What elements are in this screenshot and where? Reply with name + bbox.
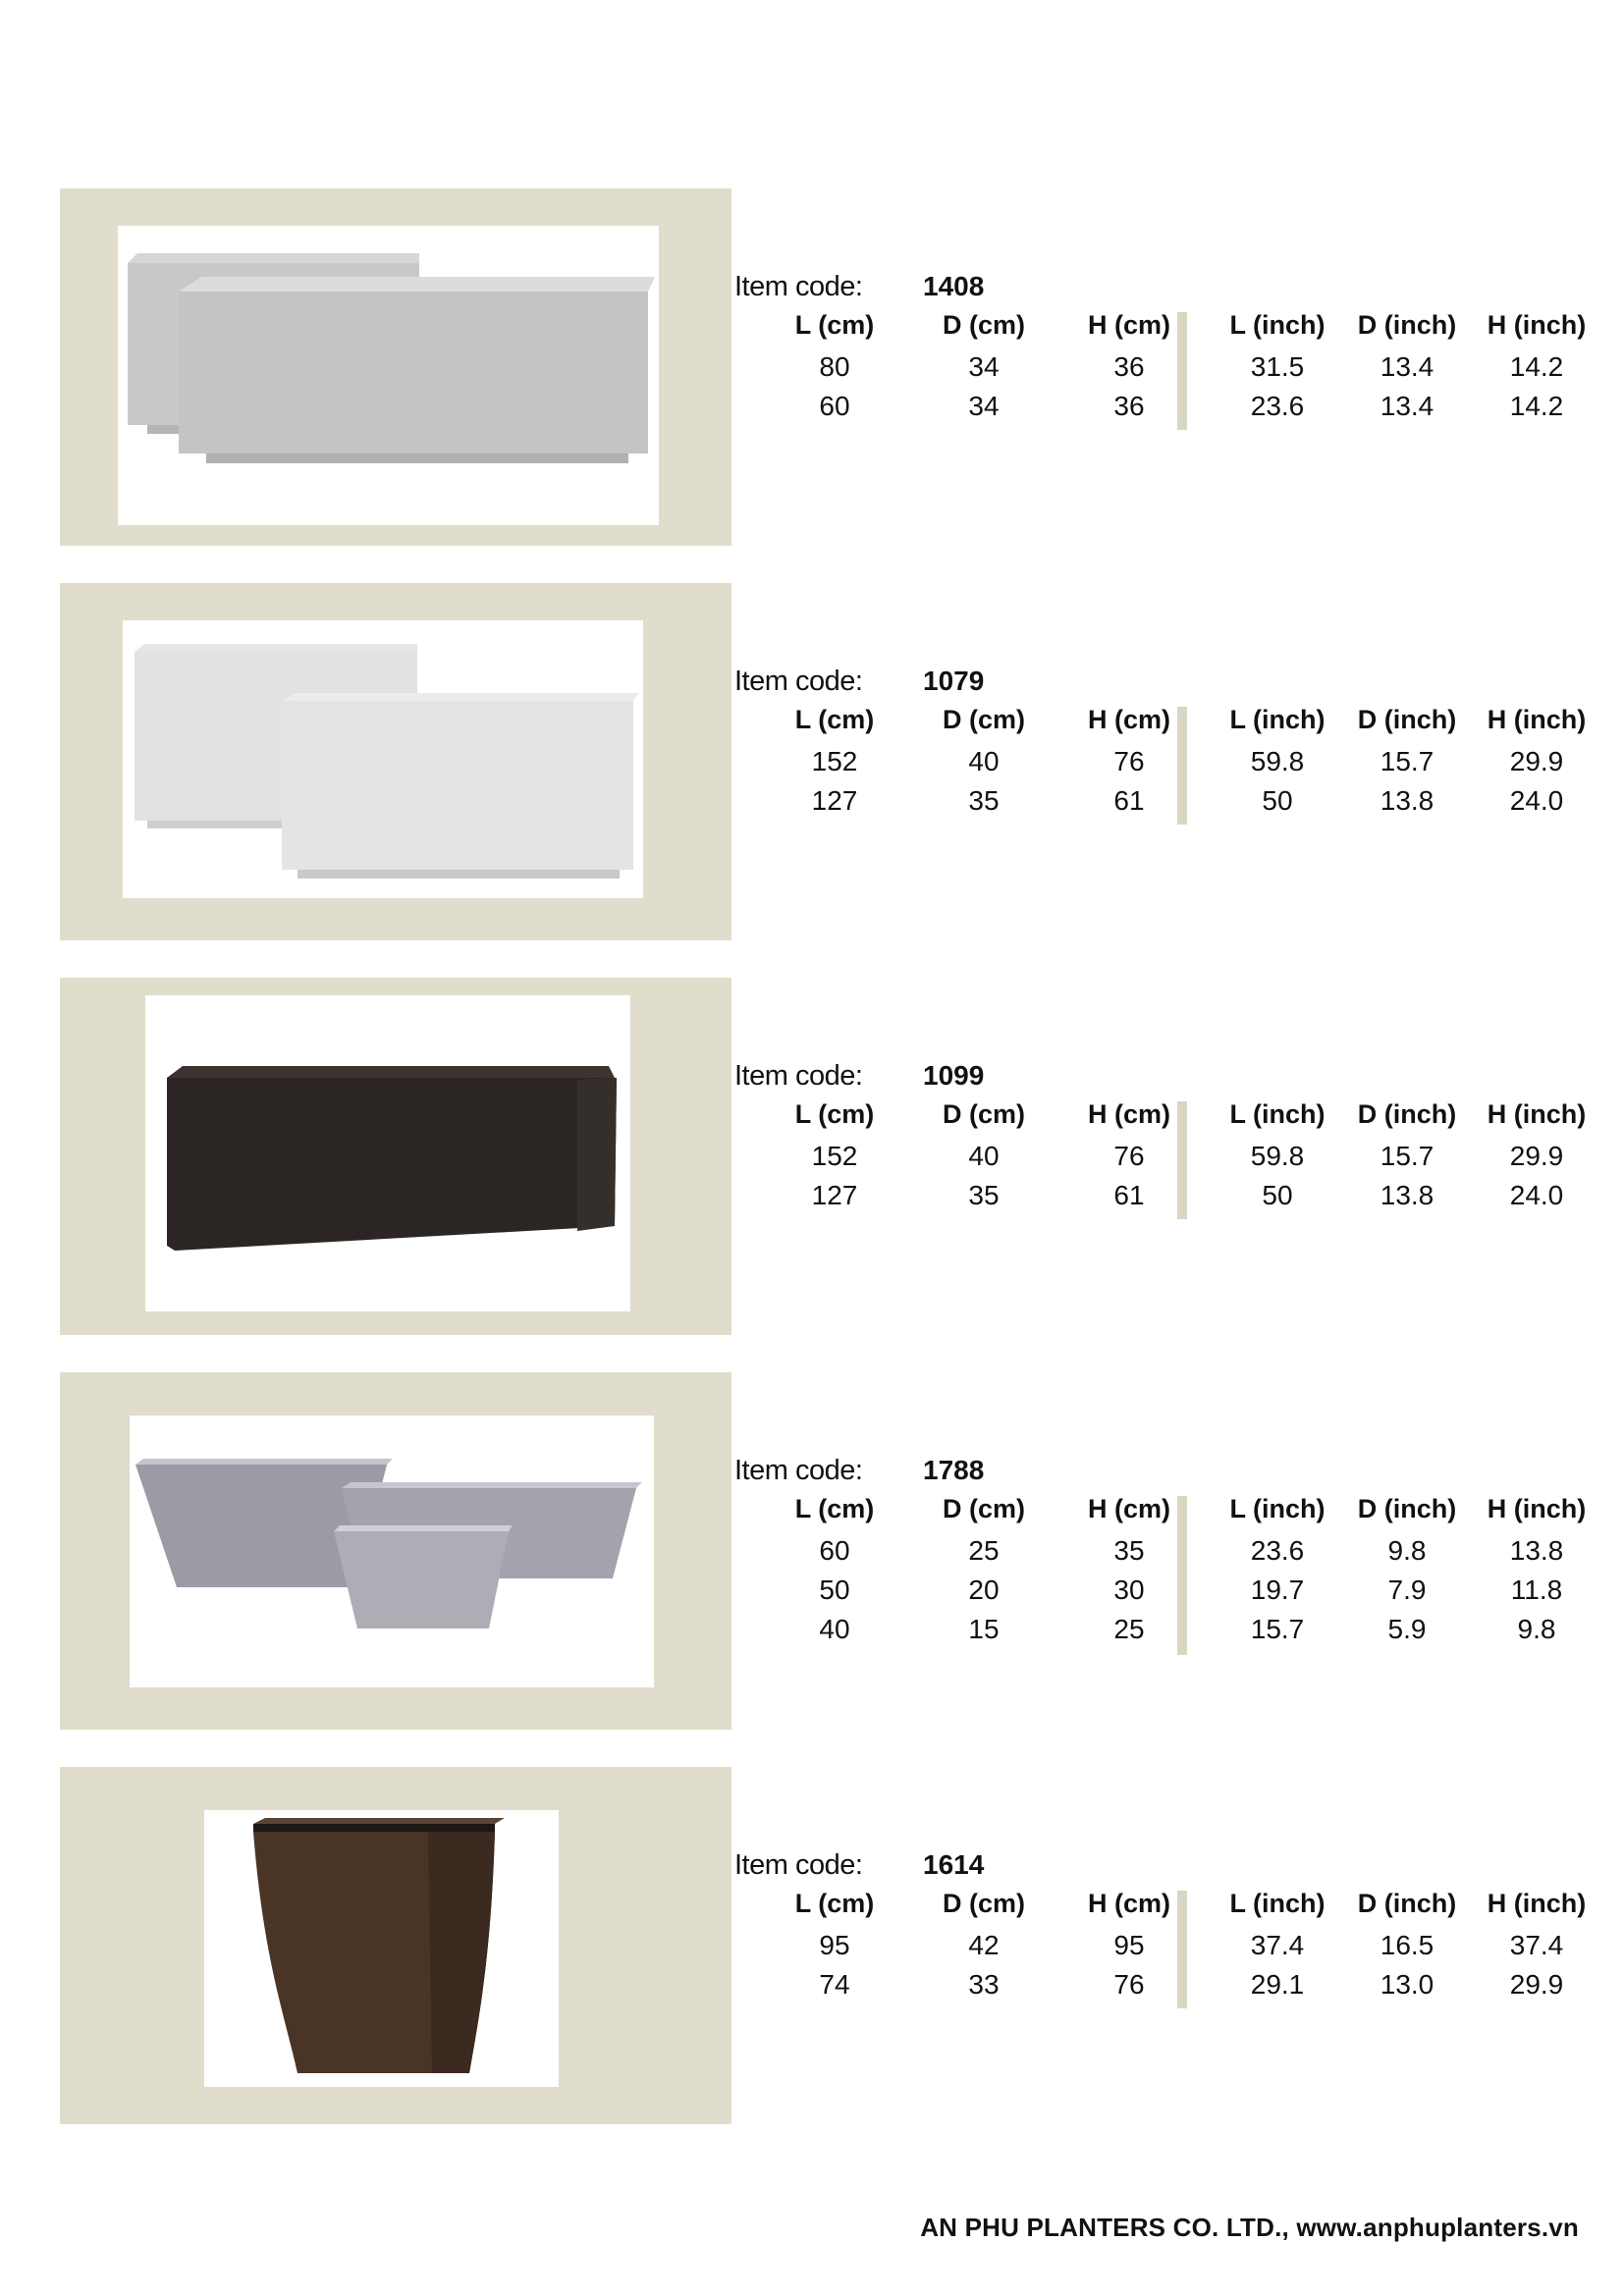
header-h-cm: H (cm) — [1087, 705, 1170, 734]
cell: 29.9 — [1509, 1969, 1564, 2000]
cell: 13.8 — [1380, 785, 1435, 816]
header-d-inch: D (inch) — [1357, 1494, 1457, 1523]
cell: 24.0 — [1509, 1180, 1564, 1210]
product-image — [123, 620, 643, 898]
product-panel — [60, 1372, 731, 1730]
product-panel — [60, 1767, 731, 2124]
cell: 76 — [1113, 1141, 1145, 1171]
cell: 7.9 — [1387, 1575, 1427, 1605]
cell: 29.1 — [1250, 1969, 1305, 2000]
cell: 29.9 — [1509, 1141, 1564, 1171]
cell: 76 — [1113, 746, 1145, 776]
cell: 15.7 — [1250, 1614, 1305, 1644]
header-l-cm: L (cm) — [794, 1099, 875, 1129]
cell: 34 — [968, 351, 1000, 382]
item-code-value: 1788 — [923, 1455, 985, 1485]
cell: 25 — [1113, 1614, 1145, 1644]
cell: 31.5 — [1250, 351, 1305, 382]
header-d-inch: D (inch) — [1357, 705, 1457, 734]
cell: 14.2 — [1509, 391, 1564, 421]
header-h-inch: H (inch) — [1487, 1099, 1587, 1129]
product-panel — [60, 583, 731, 940]
item-code-label: Item code: — [734, 666, 863, 697]
header-d-cm: D (cm) — [942, 705, 1025, 734]
header-h-cm: H (cm) — [1087, 310, 1170, 340]
cell: 19.7 — [1250, 1575, 1305, 1605]
header-d-inch: D (inch) — [1357, 1889, 1457, 1918]
cell: 40 — [819, 1614, 850, 1644]
header-l-cm: L (cm) — [794, 1494, 875, 1523]
cell: 152 — [811, 746, 858, 776]
cell: 95 — [819, 1930, 850, 1960]
cell: 59.8 — [1250, 1141, 1305, 1171]
cell: 50 — [1262, 1180, 1293, 1210]
header-d-cm: D (cm) — [942, 1099, 1025, 1129]
cell: 40 — [968, 746, 1000, 776]
cell: 36 — [1113, 351, 1145, 382]
cell: 25 — [968, 1535, 1000, 1566]
cell: 80 — [819, 351, 850, 382]
item-code-label: Item code: — [734, 271, 863, 302]
header-h-cm: H (cm) — [1087, 1494, 1170, 1523]
header-l-cm: L (cm) — [794, 310, 875, 340]
cell: 13.8 — [1509, 1535, 1564, 1566]
cell: 61 — [1113, 785, 1145, 816]
cell: 13.4 — [1380, 351, 1435, 382]
header-l-cm: L (cm) — [794, 705, 875, 734]
cell: 42 — [968, 1930, 1000, 1960]
header-h-inch: H (inch) — [1487, 1889, 1587, 1918]
cell: 76 — [1113, 1969, 1145, 2000]
product-image — [118, 226, 659, 525]
header-l-inch: L (inch) — [1229, 705, 1326, 734]
cell: 37.4 — [1250, 1930, 1305, 1960]
cell: 9.8 — [1517, 1614, 1556, 1644]
cell: 74 — [819, 1969, 850, 2000]
header-h-cm: H (cm) — [1087, 1889, 1170, 1918]
product-image — [145, 995, 630, 1311]
cell: 13.4 — [1380, 391, 1435, 421]
header-h-inch: H (inch) — [1487, 1494, 1587, 1523]
cell: 15.7 — [1380, 746, 1435, 776]
cell: 59.8 — [1250, 746, 1305, 776]
cell: 23.6 — [1250, 391, 1305, 421]
cell: 36 — [1113, 391, 1145, 421]
product-image — [204, 1810, 559, 2087]
company-footer: AN PHU PLANTERS CO. LTD., www.anphuplanters.vn — [920, 2213, 1579, 2242]
cell: 33 — [968, 1969, 1000, 2000]
header-d-cm: D (cm) — [942, 310, 1025, 340]
cell: 127 — [811, 785, 858, 816]
header-h-inch: H (inch) — [1487, 310, 1587, 340]
header-l-inch: L (inch) — [1229, 1099, 1326, 1129]
header-l-inch: L (inch) — [1229, 1494, 1326, 1523]
item-code-label: Item code: — [734, 1455, 863, 1486]
header-h-inch: H (inch) — [1487, 705, 1587, 734]
cell: 24.0 — [1509, 785, 1564, 816]
header-d-inch: D (inch) — [1357, 1099, 1457, 1129]
cell: 15 — [968, 1614, 1000, 1644]
cell: 127 — [811, 1180, 858, 1210]
item-code-value: 1079 — [923, 666, 985, 696]
cell: 30 — [1113, 1575, 1145, 1605]
cell: 5.9 — [1387, 1614, 1427, 1644]
cell: 13.0 — [1380, 1969, 1435, 2000]
cell: 9.8 — [1387, 1535, 1427, 1566]
cell: 15.7 — [1380, 1141, 1435, 1171]
cell: 61 — [1113, 1180, 1145, 1210]
item-code-value: 1408 — [923, 271, 985, 301]
header-l-cm: L (cm) — [794, 1889, 875, 1918]
item-code-label: Item code: — [734, 1849, 863, 1881]
item-code-value: 1614 — [923, 1849, 985, 1880]
cell: 50 — [819, 1575, 850, 1605]
product-panel — [60, 188, 731, 546]
cell: 37.4 — [1509, 1930, 1564, 1960]
header-l-inch: L (inch) — [1229, 310, 1326, 340]
cell: 20 — [968, 1575, 1000, 1605]
cell: 11.8 — [1510, 1575, 1563, 1605]
product-panel — [60, 978, 731, 1335]
cell: 35 — [968, 1180, 1000, 1210]
cell: 35 — [1113, 1535, 1145, 1566]
cell: 35 — [968, 785, 1000, 816]
header-d-inch: D (inch) — [1357, 310, 1457, 340]
cell: 16.5 — [1380, 1930, 1435, 1960]
cell: 13.8 — [1380, 1180, 1435, 1210]
cell: 29.9 — [1509, 746, 1564, 776]
cell: 40 — [968, 1141, 1000, 1171]
header-h-cm: H (cm) — [1087, 1099, 1170, 1129]
item-code-label: Item code: — [734, 1060, 863, 1092]
cell: 34 — [968, 391, 1000, 421]
cell: 95 — [1113, 1930, 1145, 1960]
product-image — [130, 1415, 654, 1687]
item-code-value: 1099 — [923, 1060, 985, 1091]
cell: 14.2 — [1509, 351, 1564, 382]
header-d-cm: D (cm) — [942, 1889, 1025, 1918]
cell: 23.6 — [1250, 1535, 1305, 1566]
cell: 50 — [1262, 785, 1293, 816]
header-d-cm: D (cm) — [942, 1494, 1025, 1523]
header-l-inch: L (inch) — [1229, 1889, 1326, 1918]
cell: 152 — [811, 1141, 858, 1171]
cell: 60 — [819, 1535, 850, 1566]
cell: 60 — [819, 391, 850, 421]
